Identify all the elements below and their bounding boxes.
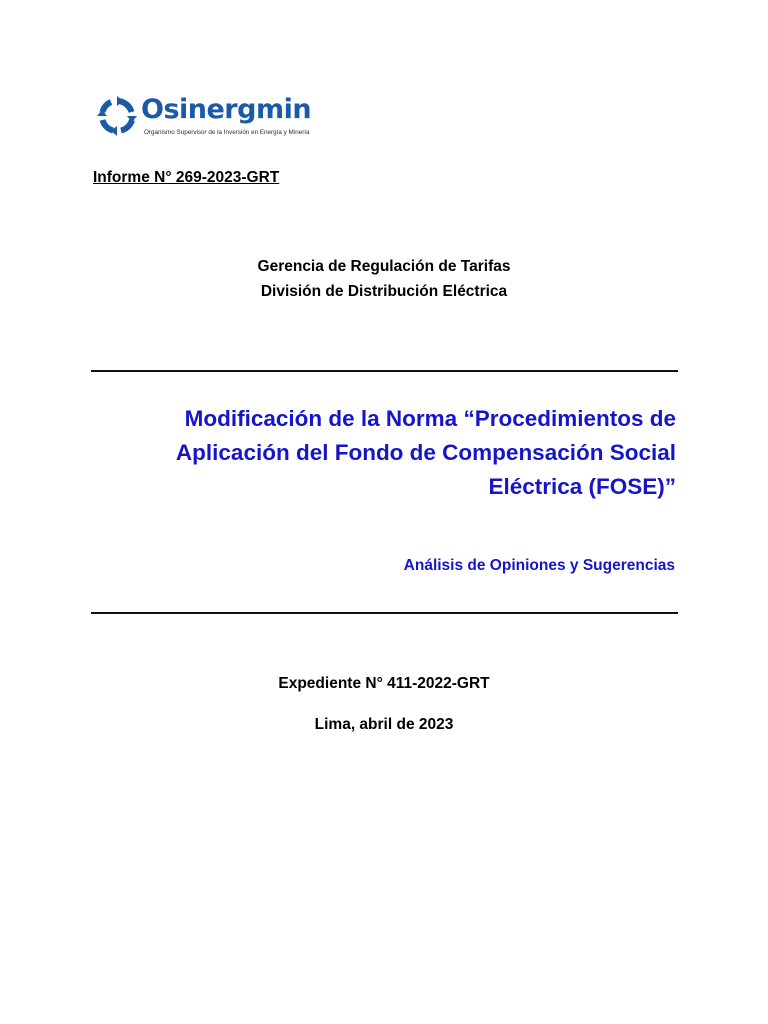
title-line-2: Aplicación del Fondo de Compensación Social: [175, 440, 676, 465]
place-and-date: Lima, abril de 2023: [314, 716, 454, 733]
title-line-3: Eléctrica (FOSE)”: [488, 474, 676, 499]
report-number: Informe N° 269-2023-GRT: [93, 169, 280, 186]
osinergmin-logo-icon: [97, 96, 137, 136]
logo-tagline: Organismo Supervisor de la Inversión en Energía y Minería: [144, 129, 310, 136]
bottom-divider: [91, 612, 678, 614]
file-number: Expediente N° 411-2022-GRT: [278, 675, 490, 692]
top-divider: [91, 370, 678, 372]
title-line-1: Modificación de la Norma “Procedimientos de: [184, 406, 676, 431]
department-name: Gerencia de Regulación de Tarifas: [257, 258, 511, 275]
document-title: [76, 402, 676, 504]
division-name: División de Distribución Eléctrica: [260, 283, 508, 300]
organization-logo: [97, 94, 337, 146]
document-subtitle: Análisis de Opiniones y Sugerencias: [403, 557, 675, 574]
logo-wordmark: Osinergmin: [141, 94, 312, 125]
